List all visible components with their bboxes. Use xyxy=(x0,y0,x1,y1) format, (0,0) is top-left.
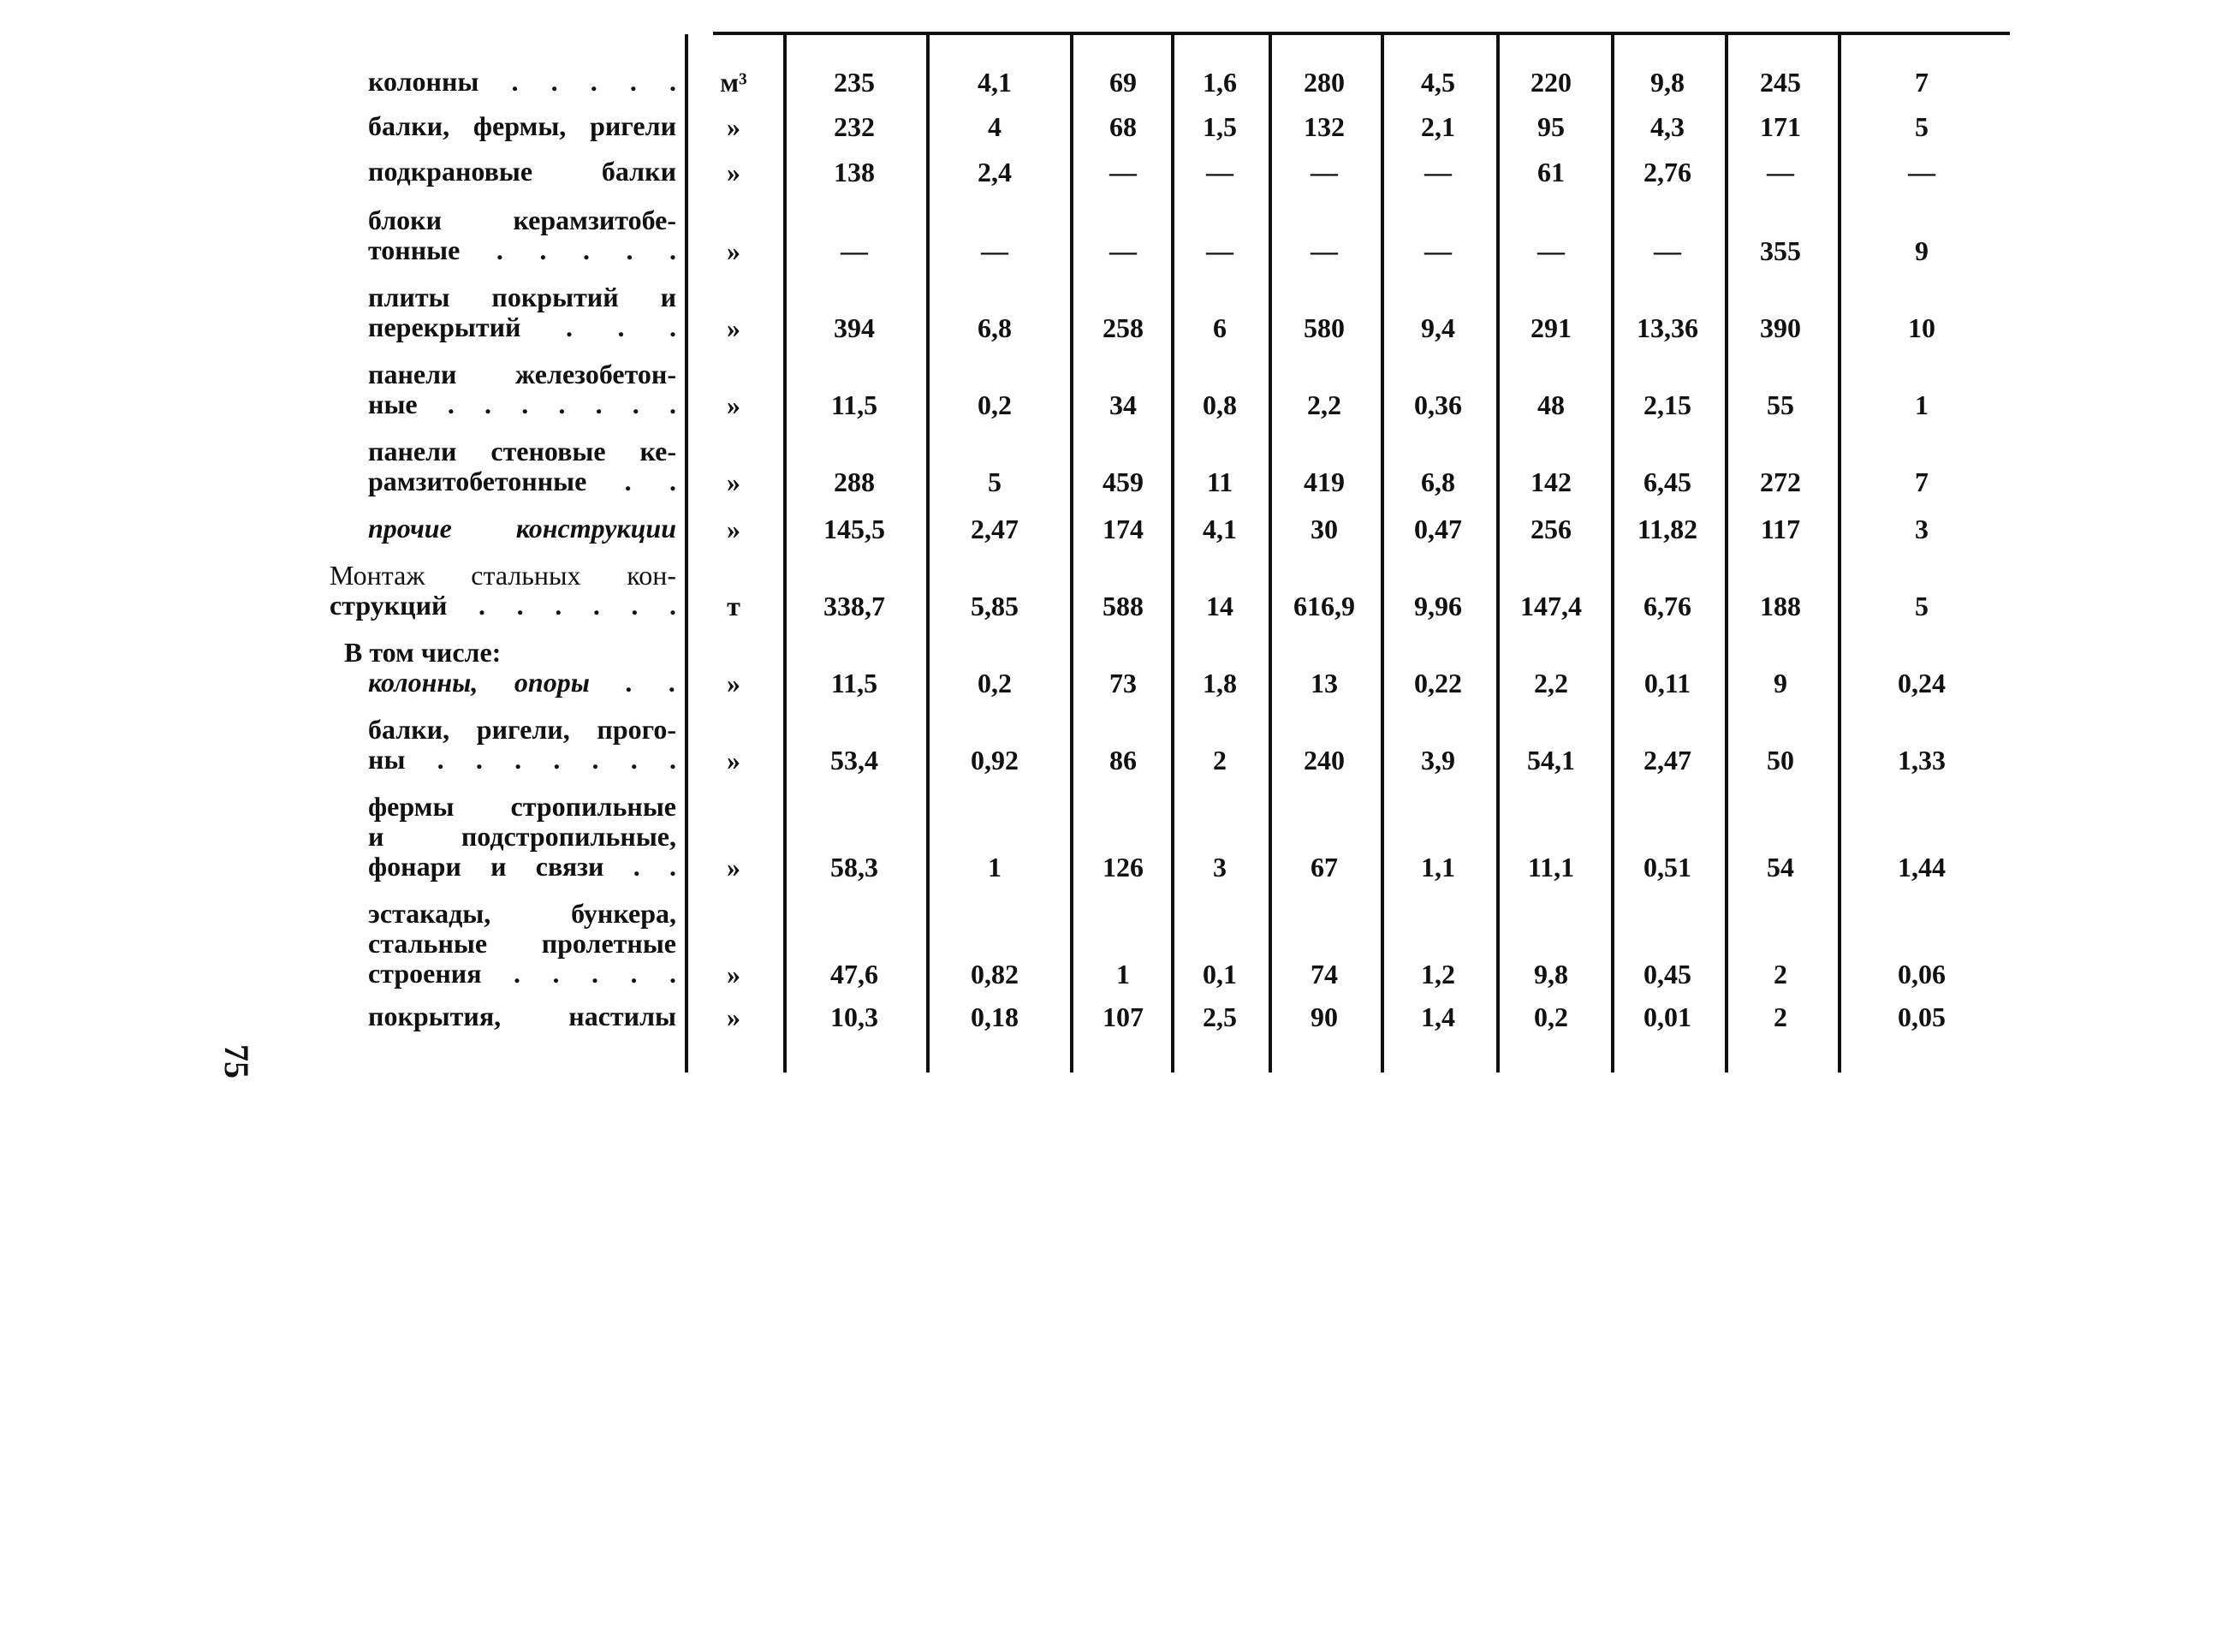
row-unit: » xyxy=(727,514,740,544)
row-label-line: ны . . . . . . . xyxy=(368,744,676,775)
table-cell: 0,01 xyxy=(1643,1001,1691,1032)
table-cell: 2,1 xyxy=(1421,111,1455,142)
table-cell: 47,6 xyxy=(830,959,878,989)
row-label xyxy=(368,157,676,187)
table-cell: 13,36 xyxy=(1637,312,1698,343)
table-cell: 9,96 xyxy=(1414,591,1462,621)
table-cell: 0,2 xyxy=(1534,1001,1568,1032)
table-cell: 11,5 xyxy=(830,389,878,420)
table-cell: 174 xyxy=(1103,514,1144,544)
row-label xyxy=(368,1001,676,1031)
column-rule xyxy=(1171,34,1174,1073)
table-cell: 0,06 xyxy=(1898,959,1946,989)
table-cell: — xyxy=(981,235,1008,266)
table-cell: 2,5 xyxy=(1203,1001,1237,1032)
table-cell: 3,9 xyxy=(1421,745,1455,775)
column-rule xyxy=(1070,34,1073,1073)
row-label-line: перекрытий . . . xyxy=(368,312,676,342)
column-rule xyxy=(783,34,787,1073)
row-label-line: ные . . . . . . . xyxy=(368,389,676,419)
table-cell: 256 xyxy=(1531,514,1572,544)
table-cell: 355 xyxy=(1760,235,1801,266)
table-cell: 5,85 xyxy=(971,591,1019,621)
row-unit: » xyxy=(727,745,740,775)
row-unit: » xyxy=(727,235,740,266)
table-cell: — xyxy=(1908,157,1935,187)
table-cell: 220 xyxy=(1531,67,1572,98)
table-cell: 616,9 xyxy=(1293,591,1355,621)
table-cell: 6,8 xyxy=(1421,466,1455,497)
table-cell: 1 xyxy=(988,852,1002,882)
table-cell: 1,4 xyxy=(1421,1001,1455,1032)
row-label xyxy=(368,715,676,775)
column-rule xyxy=(1496,34,1500,1073)
table-cell: 2,15 xyxy=(1643,389,1691,420)
table-cell: 0,1 xyxy=(1203,959,1237,989)
table-cell: 232 xyxy=(834,111,875,142)
table-cell: — xyxy=(1206,235,1233,266)
table-cell: 54 xyxy=(1767,852,1794,882)
table-cell: 1,33 xyxy=(1898,745,1946,775)
table-cell: 10,3 xyxy=(830,1001,878,1032)
table-cell: 90 xyxy=(1311,1001,1338,1032)
table-cell: 61 xyxy=(1537,157,1565,187)
table-cell: — xyxy=(1206,157,1233,187)
table-cell: 68 xyxy=(1109,111,1137,142)
table-cell: 4 xyxy=(988,111,1002,142)
table-cell: 0,36 xyxy=(1414,389,1462,420)
table-cell: 2,2 xyxy=(1534,668,1568,698)
table-cell: 0,11 xyxy=(1643,668,1691,698)
table-cell: 291 xyxy=(1531,312,1572,343)
table-cell: 1,2 xyxy=(1421,959,1455,989)
table-cell: 2 xyxy=(1774,959,1787,989)
row-label-line: панели стеновые ке- xyxy=(368,436,676,466)
table-cell: 0,05 xyxy=(1898,1001,1946,1032)
row-label-line: тонные . . . . . xyxy=(368,235,676,265)
table-cell: — xyxy=(1424,235,1452,266)
table-cell: 1 xyxy=(1915,389,1929,420)
table-cell: 107 xyxy=(1103,1001,1144,1032)
table-cell: 14 xyxy=(1206,591,1233,621)
table-cell: 3 xyxy=(1213,852,1227,882)
row-label-line: В том числе: xyxy=(344,637,502,668)
row-label-line: прочие конструкции xyxy=(368,513,676,544)
row-label-line: плиты покрытий и xyxy=(368,282,676,312)
table-cell: 258 xyxy=(1103,312,1144,343)
table-cell: 0,2 xyxy=(978,389,1012,420)
table-cell: — xyxy=(1109,157,1137,187)
table-cell: 419 xyxy=(1304,466,1345,497)
table-cell: 132 xyxy=(1304,111,1345,142)
table-cell: 50 xyxy=(1767,745,1794,775)
table-cell: 9 xyxy=(1915,235,1929,266)
page-number: 75 xyxy=(217,1044,256,1079)
row-label-line: фермы стропильные xyxy=(368,791,676,822)
table-cell: 235 xyxy=(834,67,875,98)
table-cell: 4,5 xyxy=(1421,67,1455,98)
table-cell: 0,18 xyxy=(971,1001,1019,1032)
row-label-line: рамзитобетонные . . xyxy=(368,466,676,496)
table-cell: 2,47 xyxy=(1643,745,1691,775)
table-cell: 9,4 xyxy=(1421,312,1455,343)
column-rule xyxy=(1381,34,1384,1073)
table-cell: — xyxy=(1311,157,1338,187)
table-cell: 13 xyxy=(1311,668,1338,698)
table-top-rule xyxy=(713,32,2010,35)
table-cell: 142 xyxy=(1531,466,1572,497)
row-unit: » xyxy=(727,959,740,989)
row-label-line: балки, ригели, прого- xyxy=(368,714,676,745)
row-unit: м³ xyxy=(720,67,747,98)
row-label xyxy=(368,514,676,544)
table-cell: 1,6 xyxy=(1203,67,1237,98)
row-label-line: колонны, опоры . . xyxy=(368,667,676,698)
table-cell: 240 xyxy=(1304,745,1345,775)
table-cell: 2 xyxy=(1774,1001,1787,1032)
table-cell: 0,24 xyxy=(1898,668,1946,698)
table-cell: 0,47 xyxy=(1414,514,1462,544)
table-cell: 145,5 xyxy=(823,514,885,544)
table-cell: 5 xyxy=(988,466,1002,497)
row-label-line: колонны . . . . . xyxy=(368,66,676,97)
table-cell: 5 xyxy=(1915,111,1929,142)
row-label xyxy=(368,360,676,419)
column-rule xyxy=(685,34,688,1073)
table-cell: 0,92 xyxy=(971,745,1019,775)
table-cell: 4,3 xyxy=(1650,111,1685,142)
row-label-line: блоки керамзитобе- xyxy=(368,205,676,235)
table-cell: 394 xyxy=(834,312,875,343)
table-cell: 7 xyxy=(1915,466,1929,497)
row-label-line: стальные пролетные xyxy=(368,928,676,959)
table-cell: 48 xyxy=(1537,389,1565,420)
table-cell: 1,5 xyxy=(1203,111,1237,142)
row-label-line: струкций . . . . . . xyxy=(330,590,676,621)
row-label xyxy=(330,561,676,621)
table-cell: 6,8 xyxy=(978,312,1012,343)
table-cell: 69 xyxy=(1109,67,1137,98)
table-cell: — xyxy=(1654,235,1681,266)
table-cell: 390 xyxy=(1760,312,1801,343)
row-label-line: панели железобетон- xyxy=(368,359,676,389)
column-rule xyxy=(1269,34,1272,1073)
table-cell: 1,44 xyxy=(1898,852,1946,882)
row-label xyxy=(368,205,676,265)
table-cell: 34 xyxy=(1109,389,1137,420)
table-cell: 2,47 xyxy=(971,514,1019,544)
row-label xyxy=(368,899,676,989)
table-cell: 1 xyxy=(1116,959,1130,989)
row-label-line: покрытия, настилы xyxy=(368,1001,676,1031)
row-label xyxy=(368,67,676,97)
table-cell: 2,2 xyxy=(1307,389,1341,420)
table-cell: 459 xyxy=(1103,466,1144,497)
table-cell: 2 xyxy=(1213,745,1227,775)
table-cell: 30 xyxy=(1311,514,1338,544)
table-cell: 11,5 xyxy=(830,668,878,698)
table-cell: 3 xyxy=(1915,514,1929,544)
row-unit: » xyxy=(727,157,740,187)
table-cell: 272 xyxy=(1760,466,1801,497)
table-cell: 338,7 xyxy=(823,591,885,621)
table-cell: 0,51 xyxy=(1643,852,1691,882)
table-cell: 11,82 xyxy=(1637,514,1698,544)
row-unit: » xyxy=(727,111,740,142)
table-cell: 4,1 xyxy=(1203,514,1237,544)
table-cell: 9 xyxy=(1774,668,1787,698)
table-cell: 138 xyxy=(834,157,875,187)
table-cell: 6 xyxy=(1213,312,1227,343)
table-cell: 0,8 xyxy=(1203,389,1237,420)
row-label-line: эстакады, бункера, xyxy=(368,898,676,929)
table-cell: 6,76 xyxy=(1643,591,1691,621)
table-cell: — xyxy=(1311,235,1338,266)
table-cell: 580 xyxy=(1304,312,1345,343)
row-label xyxy=(368,792,676,882)
table-cell: 188 xyxy=(1760,591,1801,621)
table-cell: 73 xyxy=(1109,668,1137,698)
table-cell: — xyxy=(841,235,868,266)
table-cell: 11 xyxy=(1206,466,1233,497)
table-cell: 171 xyxy=(1760,111,1801,142)
table-cell: 5 xyxy=(1915,591,1929,621)
table-cell: — xyxy=(1537,235,1565,266)
table-cell: 117 xyxy=(1760,514,1801,544)
table-cell: 288 xyxy=(834,466,875,497)
row-unit: » xyxy=(727,312,740,343)
column-rule xyxy=(1838,34,1841,1073)
table-cell: 0,82 xyxy=(971,959,1019,989)
table-cell: 86 xyxy=(1109,745,1137,775)
column-rule xyxy=(1611,34,1614,1073)
row-unit: » xyxy=(727,389,740,420)
row-label xyxy=(368,111,676,141)
row-label xyxy=(368,282,676,342)
table-cell: 11,1 xyxy=(1527,852,1575,882)
table-cell: 9,8 xyxy=(1534,959,1568,989)
table-cell: — xyxy=(1109,235,1137,266)
table-cell: 54,1 xyxy=(1527,745,1575,775)
table-cell: 74 xyxy=(1311,959,1338,989)
table-cell: 0,22 xyxy=(1414,668,1462,698)
table-cell: 9,8 xyxy=(1650,67,1685,98)
table-cell: 0,45 xyxy=(1643,959,1691,989)
row-label-line: подкрановые балки xyxy=(368,156,676,187)
row-label-line: и подстропильные, xyxy=(368,821,676,852)
table-cell: 58,3 xyxy=(830,852,878,882)
row-label-line: фонари и связи . . xyxy=(368,851,676,882)
table-cell: 280 xyxy=(1304,67,1345,98)
table-cell: — xyxy=(1767,157,1794,187)
table-cell: 1,1 xyxy=(1421,852,1455,882)
table-cell: 55 xyxy=(1767,389,1794,420)
table-cell: 147,4 xyxy=(1520,591,1582,621)
table-cell: 10 xyxy=(1908,312,1935,343)
row-unit: » xyxy=(727,1001,740,1032)
table-cell: 0,2 xyxy=(978,668,1012,698)
row-unit: » xyxy=(727,466,740,497)
table-cell: 1,8 xyxy=(1203,668,1237,698)
row-label-line: балки, фермы, ригели xyxy=(368,110,676,141)
table-cell: 4,1 xyxy=(978,67,1012,98)
table-cell: 7 xyxy=(1915,67,1929,98)
table-cell: 6,45 xyxy=(1643,466,1691,497)
row-label-line: Монтаж стальных кон- xyxy=(330,560,676,591)
table-cell: 53,4 xyxy=(830,745,878,775)
table-cell: 588 xyxy=(1103,591,1144,621)
table-cell: 67 xyxy=(1311,852,1338,882)
column-rule xyxy=(926,34,930,1073)
table-cell: 245 xyxy=(1760,67,1801,98)
table-cell: 2,76 xyxy=(1643,157,1691,187)
row-unit: » xyxy=(727,668,740,698)
table-cell: 95 xyxy=(1537,111,1565,142)
row-unit: » xyxy=(727,852,740,882)
column-rule xyxy=(1725,34,1728,1073)
row-unit: т xyxy=(727,591,740,621)
row-label xyxy=(368,437,676,496)
row-label xyxy=(344,638,676,698)
table-cell: 126 xyxy=(1103,852,1144,882)
table-cell: 2,4 xyxy=(978,157,1012,187)
table-cell: — xyxy=(1424,157,1452,187)
row-label-line: строения . . . . . xyxy=(368,958,676,989)
